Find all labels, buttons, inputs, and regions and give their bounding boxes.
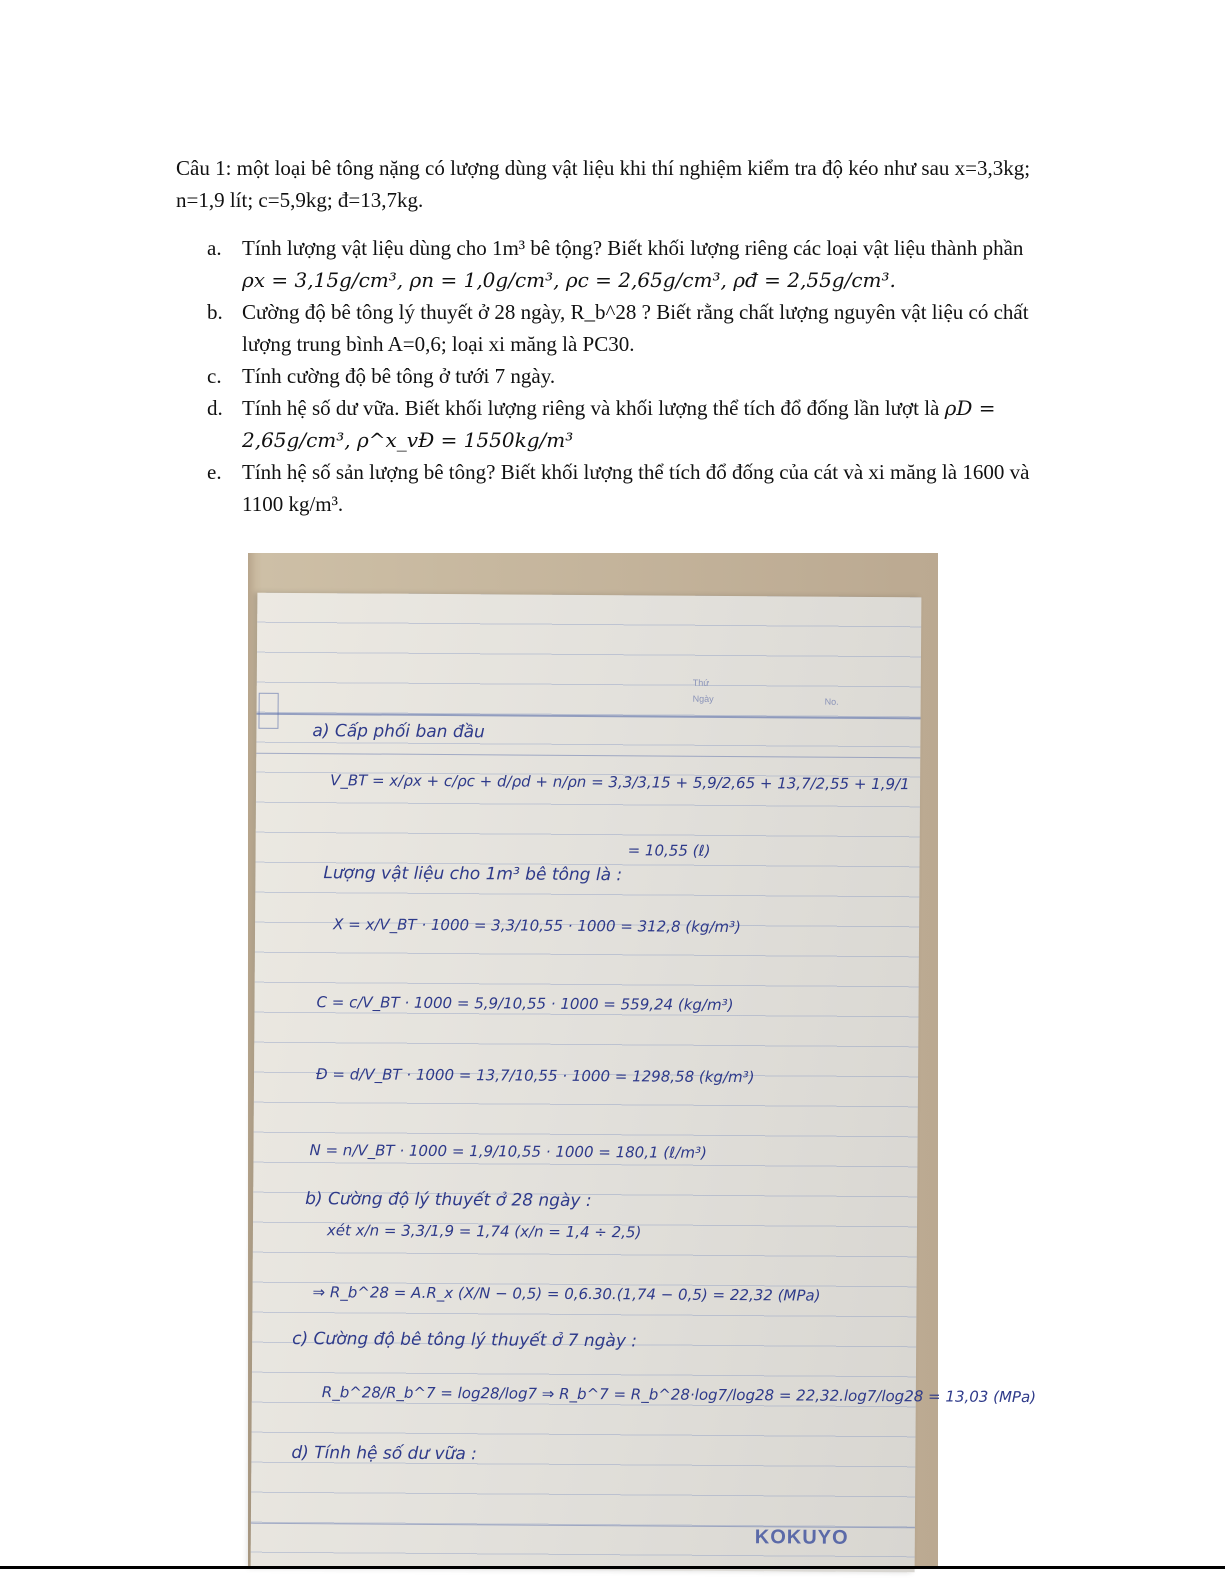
margin-box: [258, 693, 278, 729]
item-letter: c.: [207, 364, 222, 388]
header-ngay: Ngày: [692, 693, 714, 704]
header-rule: [257, 713, 921, 720]
item-text: Tính hệ số sản lượng bê tông? Biết khối lượng thể tích đổ đống của cát và xi măng là 1600 và 1100 kg/m³.: [242, 460, 1030, 516]
question-item-a: [207, 232, 1047, 296]
item-text: Tính lượng vật liệu dùng cho 1m³ bê tộng? Biết khối lượng riêng các loại vật liệu thành phần: [242, 236, 1024, 260]
hw-line-8: N = n/V_BT · 1000 = 1,9/10,55 · 1000 = 180,1 (ℓ/m³): [309, 1141, 707, 1162]
item-letter: b.: [207, 300, 223, 324]
hw-line-3: = 10,55 (ℓ): [627, 841, 711, 860]
hw-line-11: ⇒ R_b^28 = A.R_x (X/N − 0,5) = 0,6.30.(1,74 − 0,5) = 22,32 (MPa): [312, 1283, 821, 1305]
item-letter: d.: [207, 396, 223, 420]
item-formula: ρD = 2,65g/cm³, ρ^x_vĐ = 1550kg/m³: [242, 396, 996, 452]
item-letter: a.: [207, 236, 222, 260]
hw-line-9: b) Cường độ lý thuyết ở 28 ngày :: [305, 1189, 592, 1212]
hw-line-7: Đ = d/V_BT · 1000 = 13,7/10,55 · 1000 = 1298,58 (kg/m³): [315, 1065, 755, 1087]
notebook-page: [251, 593, 1037, 1573]
item-text: Tính hệ số dư vữa. Biết khối lượng riêng và khối lượng thể tích đổ đống lần lượt là: [242, 396, 940, 420]
question-items: [207, 232, 1047, 520]
question-item-c: [207, 360, 1047, 392]
kokuyo-logo: KOKUYO: [754, 1526, 849, 1549]
hw-line-14: d) Tính hệ số dư vữa :: [291, 1442, 478, 1465]
item-text: Tính cường độ bê tông ở tưới 7 ngày.: [242, 364, 556, 388]
hw-line-13: R_b^28/R_b^7 = log28/log7 ⇒ R_b^7 = R_b^28·log7/log28 = 22,32.log7/log28 = 13,03 (MPa): [321, 1383, 1037, 1407]
page-bottom-rule: [0, 1566, 1225, 1569]
question-item-d: [207, 392, 1047, 456]
header-no: No.: [824, 696, 839, 707]
item-letter: e.: [207, 460, 222, 484]
header-rule-secondary: [256, 753, 920, 759]
header-thu: Thứ: [692, 677, 710, 688]
hw-line-5: X = x/V_BT · 1000 = 3,3/10,55 · 1000 = 312,8 (kg/m³): [333, 915, 741, 937]
question-stem-block: [176, 152, 1046, 216]
hw-line-2: V_BT = x/ρx + c/ρc + d/ρd + n/ρn = 3,3/3,15 + 5,9/2,65 + 13,7/2,55 + 1,9/1: [330, 771, 910, 794]
hw-line-4: Lượng vật liệu cho 1m³ bê tông là :: [323, 863, 623, 886]
hw-line-1: a) Cấp phối ban đầu: [312, 721, 485, 743]
question-item-e: [207, 456, 1047, 520]
item-formula: ρx = 3,15g/cm³, ρn = 1,0g/cm³, ρc = 2,65g/cm³, ρđ = 2,55g/cm³.: [242, 268, 896, 292]
question-item-b: [207, 296, 1047, 360]
item-text: Cường độ bê tông lý thuyết ở 28 ngày, R_b^28 ? Biết rằng chất lượng nguyên vật liệu có chất lượng trung bình A=0,6; loại xi măng là PC30.: [242, 300, 1029, 356]
question-stem: Câu 1: một loại bê tông nặng có lượng dùng vật liệu khi thí nghiệm kiểm tra độ kéo như sau x=3,3kg; n=1,9 lít; c=5,9kg; đ=13,7kg.: [176, 156, 1031, 212]
hw-line-10: xét x/n = 3,3/1,9 = 1,74 (x/n = 1,4 ÷ 2,5): [326, 1221, 642, 1242]
hw-line-6: C = c/V_BT · 1000 = 5,9/10,55 · 1000 = 559,24 (kg/m³): [316, 993, 734, 1015]
hw-line-12: c) Cường độ bê tông lý thuyết ở 7 ngày :: [292, 1328, 638, 1352]
notebook-photo: [248, 553, 1037, 1568]
